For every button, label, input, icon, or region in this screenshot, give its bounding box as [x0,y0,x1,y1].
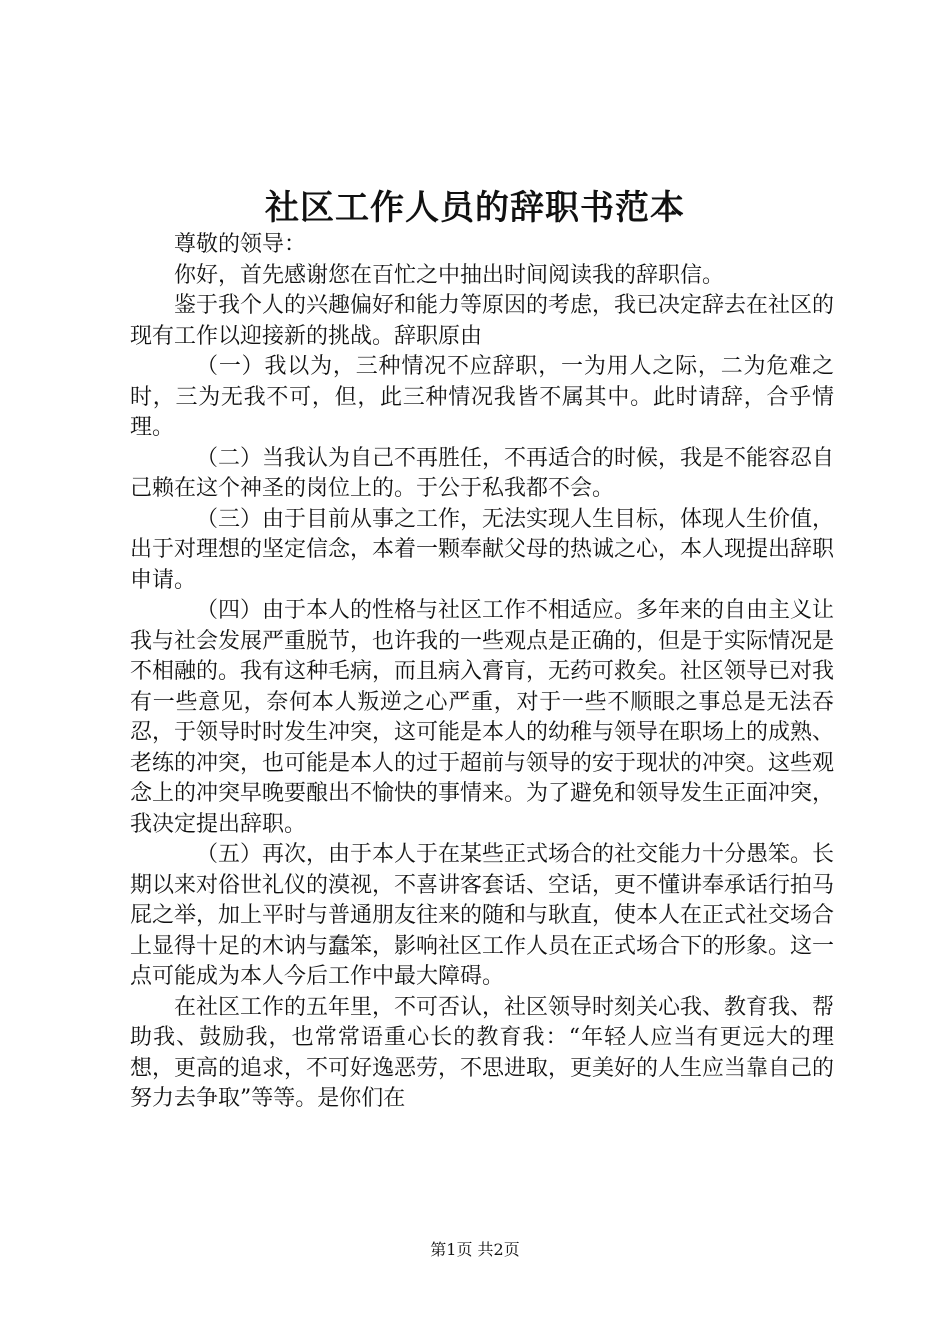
paragraph-gratitude: 在社区工作的五年里，不可否认，社区领导时刻关心我、教育我、帮助我、鼓励我，也常常语重心长的教育我：“年轻人应当有更远大的理想，更高的追求，不可好逸恶劳，不思进取，更美好的人生应当靠自己的努力去争取”等等。是你们在 [130,994,835,1111]
paragraph-reason-4: （四）由于本人的性格与社区工作不相适应。多年来的自由主义让我与社会发展严重脱节，也许我的一些观点是正确的，但是于实际情况是不相融的。我有这种毛病，而且病入膏肓，无药可救矣。社区领导已对我有一些意见，奈何本人叛逆之心严重，对于一些不顺眼之事总是无法吞忍，于领导时时发生冲突，这可能是本人的幼稚与领导在职场上的成熟、老练的冲突，也可能是本人的过于超前与领导的安于现状的冲突。这些观念上的冲突早晚要酿出不愉快的事情来。为了避免和领导发生正面冲突，我决定提出辞职。 [130,598,835,837]
paragraph-reason-2: （二）当我认为自己不再胜任，不再适合的时候，我是不能容忍自己赖在这个神圣的岗位上的。于公于私我都不会。 [130,445,835,501]
paragraph-reason-5: （五）再次，由于本人于在某些正式场合的社交能力十分愚笨。长期以来对俗世礼仪的漠视，不喜讲客套话、空话，更不懂讲奉承话行拍马屁之举，加上平时与普通朋友往来的随和与耿直，使本人在正式社交场合上显得十足的木讷与蠢笨，影响社区工作人员在正式场合下的形象。这一点可能成为本人今后工作中最大障碍。 [130,842,835,989]
document-body [130,230,834,1115]
page-footer: 第1页 共2页 [430,1240,520,1259]
salutation: 尊敬的领导： [174,232,307,257]
paragraph-reason-1: （一）我以为，三种情况不应辞职，一为用人之际，二为危难之时，三为无我不可，但，此三种情况我皆不属其中。此时请辞，合乎情理。 [130,354,834,440]
paragraph-greeting: 你好，首先感谢您在百忙之中抽出时间阅读我的辞职信。 [174,262,725,288]
paragraph-intro: 鉴于我个人的兴趣偏好和能力等原因的考虑，我已决定辞去在社区的现有工作以迎接新的挑战。辞职原由 [130,293,835,349]
document-title: 社区工作人员的辞职书范本 [265,188,685,228]
paragraph-reason-3: （三）由于目前从事之工作，无法实现人生目标，体现人生价值，出于对理想的坚定信念，本着一颗奉献父母的热诚之心，本人现提出辞职申请。 [130,506,835,593]
